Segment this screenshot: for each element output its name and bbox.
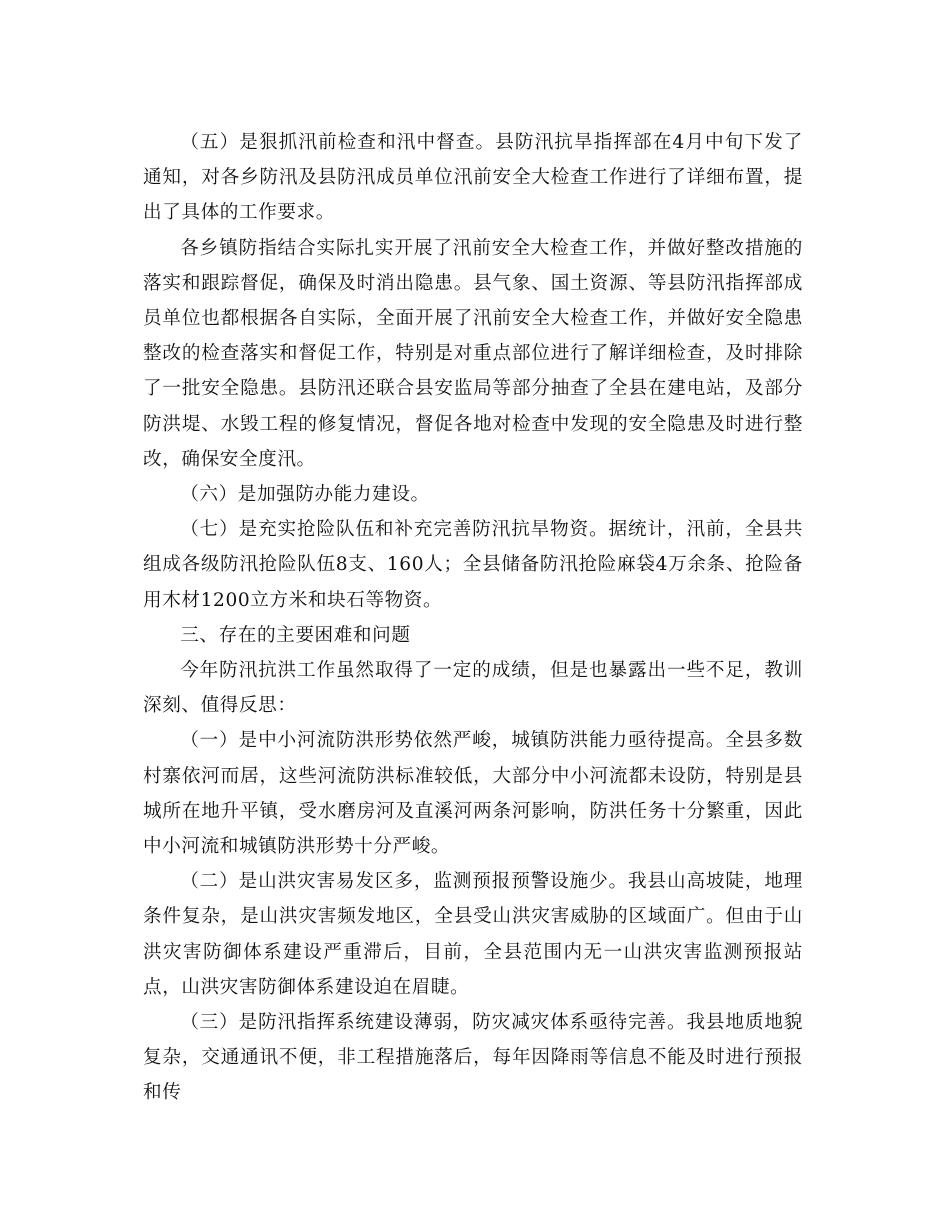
paragraph-township-inspection: 各乡镇防指结合实际扎实开展了汛前安全大检查工作，并做好整改措施的落实和跟踪督促，确保及时消出隐患。县气象、国土资源、等县防汛指挥部成员单位也都根据各自实际，全面开展了汛前安全大检查工作，并做好安全隐患整改的检查落实和督促工作，特别是对重点部位进行了解详细检查，及时排除了一批安全隐患。县防汛还联合县安监局等部分抽查了全县在建电站，及部分防洪堤、水毁工程的修复情况，督促各地对检查中发现的安全隐患及时进行整改，确保安全度汛。	[143, 237, 803, 470]
paragraph-rescue-teams: （七）是充实抢险队伍和补充完善防汛抗旱物资。据统计，汛前，全县共组成各级防汛抢险队伍8支、160人；全县储备防汛抢险麻袋4万余条、抢险备用木材1200立方米和块石等物资。	[143, 519, 803, 611]
section-heading-difficulties: 三、存在的主要困难和问题	[180, 624, 411, 646]
paragraph-river-flood-control: （一）是中小河流防洪形势依然严峻，城镇防洪能力亟待提高。全县多数村寨依河而居，这些河流防洪标准较低，大部分中小河流都未设防，特别是县城所在地升平镇，受水磨房河及直溪河两条河影响，防洪任务十分繁重，因此中小河流和城镇防洪形势十分严峻。	[143, 730, 803, 858]
paragraph-inspection: （五）是狠抓汛前检查和汛中督查。县防汛抗旱指挥部在4月中旬下发了通知，对各乡防汛及县防汛成员单位汛前安全大检查工作进行了详细布置，提出了具体的工作要求。	[143, 132, 803, 224]
paragraph-capacity-building: （六）是加强防办能力建设。	[180, 484, 430, 506]
paragraph-mountain-torrent: （二）是山洪灾害易发区多，监测预报预警设施少。我县山高坡陡，地理条件复杂，是山洪灾害频发地区，全县受山洪灾害威胁的区域面广。但由于山洪灾害防御体系建设严重滞后，目前，全县范围内无一山洪灾害监测预报站点，山洪灾害防御体系建设迫在眉睫。	[143, 871, 803, 998]
document-body	[143, 125, 803, 1111]
paragraph-reflection: 今年防汛抗洪工作虽然取得了一定的成绩，但是也暴露出一些不足，教训深刻、值得反思：	[143, 660, 803, 717]
paragraph-command-system: （三）是防汛指挥系统建设薄弱，防灾减灾体系亟待完善。我县地质地貌复杂，交通通讯不便，非工程措施落后，每年因降雨等信息不能及时进行预报和传	[143, 1012, 803, 1104]
